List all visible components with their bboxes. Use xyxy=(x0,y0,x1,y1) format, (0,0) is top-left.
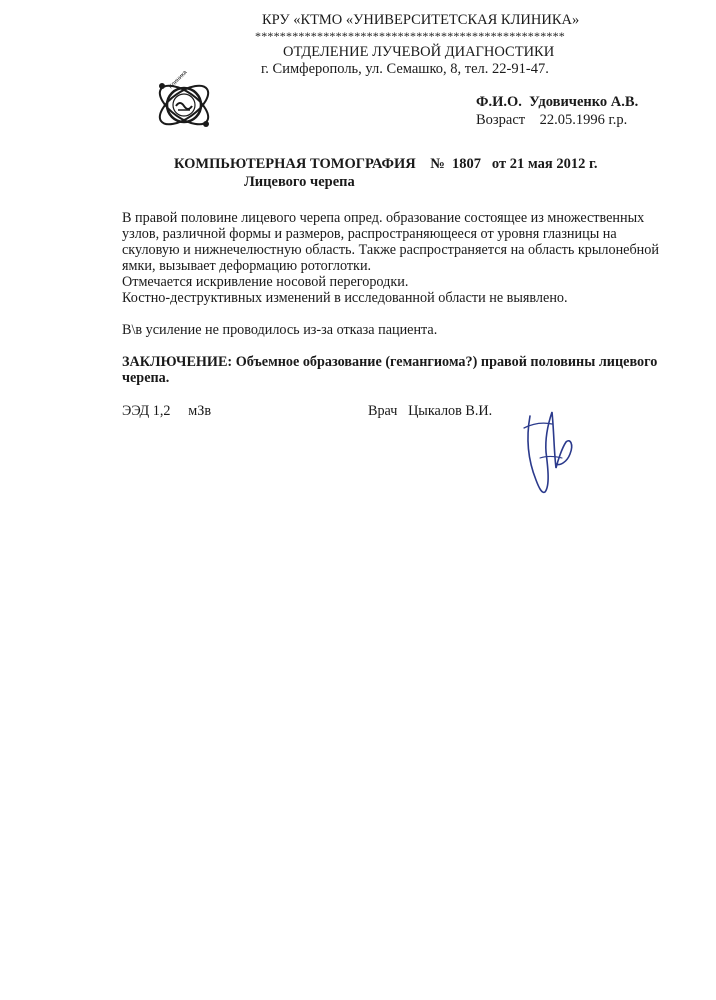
patient-name-row xyxy=(476,94,638,111)
findings-line: ямки, вызывает деформацию ротоглотки. xyxy=(122,258,372,274)
exam-title: КОМПЬЮТЕРНАЯ ТОМОГРАФИЯ xyxy=(174,156,416,172)
clinic-emblem-icon xyxy=(152,69,216,143)
exam-region: Лицевого черепа xyxy=(244,174,355,190)
header-divider: ************************************************** xyxy=(255,29,565,43)
patient-age-row xyxy=(476,112,627,129)
conclusion-row xyxy=(122,354,657,370)
conclusion-label: ЗАКЛЮЧЕНИЕ: xyxy=(122,354,233,370)
conclusion-text: Объемное образование (гемангиома?) правой половины лицевого xyxy=(235,354,658,370)
findings-line: В правой половине лицевого черепа опред. образование состоящее из множественных xyxy=(122,210,645,226)
findings-line: узлов, различной формы и размеров, распространяющееся от уровня глазницы на xyxy=(122,226,617,242)
department-name: ОТДЕЛЕНИЕ ЛУЧЕВОЙ ДИАГНОСТИКИ xyxy=(283,44,555,60)
patient-age-label: Возраст xyxy=(476,112,526,128)
patient-dob: 22.05.1996 г.р. xyxy=(539,112,628,128)
findings-line: скуловую и нижнечелюстную область. Также распространяется на область крылонебной xyxy=(122,242,659,258)
dose-value: ЭЭД 1,2 xyxy=(122,403,171,419)
dose-unit: мЗв xyxy=(188,403,212,419)
patient-name-label: Ф.И.О. xyxy=(476,94,522,110)
doctor-name: Цыкалов В.И. xyxy=(408,403,493,419)
logo-text: Клиника xyxy=(168,69,189,91)
exam-number-label: № xyxy=(430,156,445,172)
exam-date: от 21 мая 2012 г. xyxy=(491,156,598,172)
dose-row xyxy=(122,403,211,419)
clinic-name: КРУ «КТМО «УНИВЕРСИТЕТСКАЯ КЛИНИКА» xyxy=(262,12,580,28)
doctor-label: Врач xyxy=(368,403,398,419)
exam-number: 1807 xyxy=(452,156,482,172)
patient-name: Удовиченко А.В. xyxy=(529,94,639,110)
conclusion-text-continued: черепа. xyxy=(122,370,170,386)
exam-title-row xyxy=(174,156,598,173)
findings-line: Костно-деструктивных изменений в исследованной области не выявлено. xyxy=(122,290,568,306)
findings-line: Отмечается искривление носовой перегородки. xyxy=(122,274,409,290)
doctor-signature-icon xyxy=(512,398,582,503)
doctor-row xyxy=(368,403,492,419)
contrast-note: В\в усиление не проводилось из-за отказа пациента. xyxy=(122,322,438,338)
clinic-address: г. Симферополь, ул. Семашко, 8, тел. 22-91-47. xyxy=(261,61,549,77)
